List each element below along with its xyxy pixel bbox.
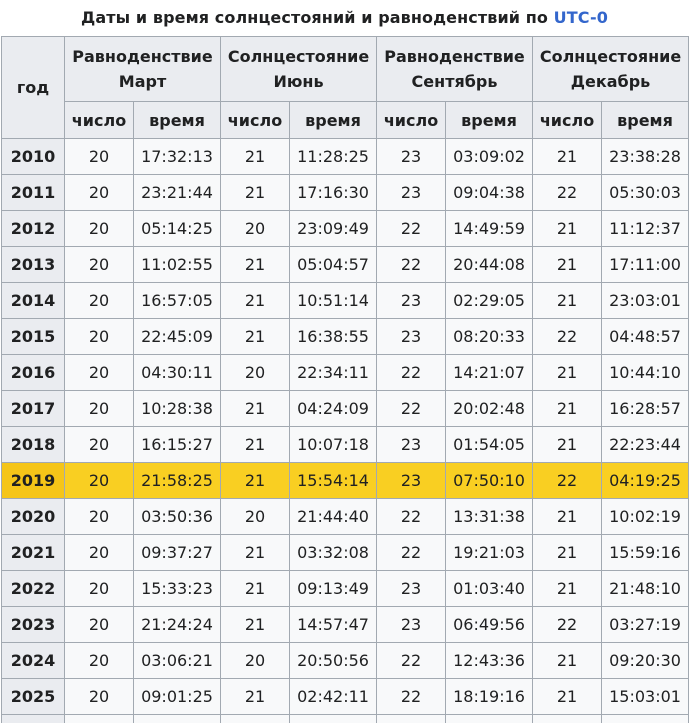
day-cell: 22 <box>377 211 446 247</box>
time-cell: 03:27:19 <box>602 607 689 643</box>
header-june-solstice <box>221 37 377 102</box>
table-body <box>2 139 689 723</box>
time-cell: 11:28:25 <box>290 139 377 175</box>
day-cell: 21 <box>533 139 602 175</box>
time-cell: 15:03:01 <box>602 679 689 715</box>
day-cell: 21 <box>221 391 290 427</box>
header-december-line1: Солнцестояние <box>540 47 681 66</box>
time-cell: 22:45:09 <box>134 319 221 355</box>
day-cell: 20 <box>65 499 134 535</box>
year-cell: 2014 <box>2 283 65 319</box>
time-cell: 16:57:05 <box>134 283 221 319</box>
day-cell: 21 <box>533 571 602 607</box>
time-cell: 14:57:47 <box>290 607 377 643</box>
table-row <box>2 211 689 247</box>
day-cell: 23 <box>377 175 446 211</box>
time-cell: 10:44:10 <box>602 355 689 391</box>
time-cell: 09:20:30 <box>602 643 689 679</box>
day-cell: 20 <box>65 643 134 679</box>
day-cell: 20 <box>65 607 134 643</box>
table-row <box>2 643 689 679</box>
day-cell: 21 <box>221 319 290 355</box>
time-cell: 05:04:57 <box>290 247 377 283</box>
header-march-line1: Равноденствие <box>72 47 212 66</box>
day-cell: 21 <box>533 211 602 247</box>
day-cell: 23 <box>377 283 446 319</box>
time-cell: 02:29:05 <box>446 283 533 319</box>
time-cell: 14:49:59 <box>446 211 533 247</box>
time-cell: 09:13:49 <box>290 571 377 607</box>
table-row <box>2 319 689 355</box>
time-cell: 08:20:33 <box>446 319 533 355</box>
day-cell: 20 <box>65 679 134 715</box>
time-cell: 09:01:25 <box>134 679 221 715</box>
table-row-highlighted <box>2 463 689 499</box>
year-cell: 2011 <box>2 175 65 211</box>
time-cell: 21:44:40 <box>290 499 377 535</box>
time-cell: 10:51:14 <box>290 283 377 319</box>
day-cell: 21 <box>533 643 602 679</box>
time-cell: 15:33:23 <box>134 571 221 607</box>
year-cell: 2022 <box>2 571 65 607</box>
subheader-time-2: время <box>446 102 533 139</box>
subheader-day-1: число <box>221 102 290 139</box>
day-cell: 22 <box>533 463 602 499</box>
day-cell: 21 <box>533 247 602 283</box>
time-cell: 21:48:10 <box>602 571 689 607</box>
year-cell: 2021 <box>2 535 65 571</box>
day-cell: 20 <box>221 355 290 391</box>
time-cell: 02:42:11 <box>290 679 377 715</box>
day-cell: 22 <box>533 175 602 211</box>
time-cell: 01:54:05 <box>446 427 533 463</box>
day-cell: 20 <box>65 247 134 283</box>
table-row <box>2 499 689 535</box>
table-row <box>2 139 689 175</box>
header-year: год <box>2 37 65 139</box>
time-cell: 17:16:30 <box>290 175 377 211</box>
table-row <box>2 427 689 463</box>
day-cell: 21 <box>221 607 290 643</box>
table-row <box>2 607 689 643</box>
day-cell: 22 <box>377 643 446 679</box>
time-cell: 07:50:10 <box>446 463 533 499</box>
time-cell: 05:14:25 <box>134 211 221 247</box>
day-cell: 21 <box>221 535 290 571</box>
time-cell: 16:15:27 <box>134 427 221 463</box>
day-cell: 21 <box>221 247 290 283</box>
day-cell: 21 <box>221 463 290 499</box>
year-cell: 2017 <box>2 391 65 427</box>
time-cell: 20:02:48 <box>446 391 533 427</box>
day-cell: 21 <box>221 139 290 175</box>
day-cell: 21 <box>533 499 602 535</box>
time-cell: 10:02:19 <box>602 499 689 535</box>
day-cell: 20 <box>65 139 134 175</box>
time-cell: 23:03:01 <box>602 283 689 319</box>
time-cell: 03:50:36 <box>134 499 221 535</box>
time-cell: 10:28:38 <box>134 391 221 427</box>
subheader-time-3: время <box>602 102 689 139</box>
header-june-line2: Июнь <box>273 72 323 91</box>
header-september-line1: Равноденствие <box>384 47 524 66</box>
day-cell: 20 <box>65 391 134 427</box>
time-cell: 16:28:57 <box>602 391 689 427</box>
day-cell: 20 <box>65 211 134 247</box>
day-cell: 21 <box>221 283 290 319</box>
time-cell: 05:30:03 <box>602 175 689 211</box>
table-row <box>2 247 689 283</box>
header-december-line2: Декабрь <box>571 72 651 91</box>
table-row <box>2 175 689 211</box>
day-cell: 21 <box>533 355 602 391</box>
time-cell: 20:44:08 <box>446 247 533 283</box>
header-june-line1: Солнцестояние <box>228 47 369 66</box>
time-cell: 12:43:36 <box>446 643 533 679</box>
day-cell: 23 <box>377 319 446 355</box>
subheader-row <box>2 102 689 139</box>
day-cell: 21 <box>533 283 602 319</box>
day-cell: 21 <box>221 571 290 607</box>
time-cell: 13:31:38 <box>446 499 533 535</box>
table-row <box>2 283 689 319</box>
time-cell: 11:12:37 <box>602 211 689 247</box>
time-cell: 11:02:55 <box>134 247 221 283</box>
day-cell: 20 <box>221 499 290 535</box>
table-caption <box>0 0 689 36</box>
time-cell: 23:21:44 <box>134 175 221 211</box>
time-cell: 01:03:40 <box>446 571 533 607</box>
time-cell: 09:04:38 <box>446 175 533 211</box>
year-cell: 2024 <box>2 643 65 679</box>
year-cell: 2018 <box>2 427 65 463</box>
subheader-day-3: число <box>533 102 602 139</box>
day-cell: 22 <box>377 679 446 715</box>
year-cell: 2016 <box>2 355 65 391</box>
time-cell: 22:23:44 <box>602 427 689 463</box>
day-cell: 21 <box>221 679 290 715</box>
subheader-time-1: время <box>290 102 377 139</box>
day-cell: 23 <box>377 463 446 499</box>
time-cell: 04:30:11 <box>134 355 221 391</box>
day-cell: 20 <box>65 175 134 211</box>
day-cell: 20 <box>221 643 290 679</box>
caption-text: Даты и время солнцестояний и равноденствий по <box>81 8 548 27</box>
solstice-equinox-table <box>1 36 689 723</box>
year-cell: 2010 <box>2 139 65 175</box>
time-cell: 20:50:56 <box>290 643 377 679</box>
time-cell: 19:21:03 <box>446 535 533 571</box>
day-cell: 22 <box>377 535 446 571</box>
day-cell: 22 <box>377 247 446 283</box>
day-cell: 20 <box>65 571 134 607</box>
table-row <box>2 535 689 571</box>
subheader-day-2: число <box>377 102 446 139</box>
year-cell: 2025 <box>2 679 65 715</box>
day-cell: 22 <box>533 319 602 355</box>
day-cell: 21 <box>221 427 290 463</box>
day-cell: 23 <box>377 139 446 175</box>
day-cell: 20 <box>221 211 290 247</box>
header-september-equinox <box>377 37 533 102</box>
day-cell: 22 <box>377 499 446 535</box>
year-cell: 2012 <box>2 211 65 247</box>
time-cell: 15:54:14 <box>290 463 377 499</box>
day-cell: 22 <box>533 607 602 643</box>
time-cell: 22:34:11 <box>290 355 377 391</box>
table-row <box>2 391 689 427</box>
header-march-equinox <box>65 37 221 102</box>
time-cell: 04:48:57 <box>602 319 689 355</box>
day-cell: 21 <box>533 391 602 427</box>
day-cell: 23 <box>377 607 446 643</box>
day-cell: 20 <box>65 535 134 571</box>
day-cell: 20 <box>65 319 134 355</box>
day-cell: 20 <box>65 355 134 391</box>
year-cell: 2019 <box>2 463 65 499</box>
time-cell: 15:59:16 <box>602 535 689 571</box>
day-cell: 20 <box>65 463 134 499</box>
time-cell: 17:11:00 <box>602 247 689 283</box>
time-cell: 21:24:24 <box>134 607 221 643</box>
day-cell: 21 <box>533 535 602 571</box>
year-cell: 2013 <box>2 247 65 283</box>
time-cell: 03:32:08 <box>290 535 377 571</box>
time-cell: 14:21:07 <box>446 355 533 391</box>
subheader-time-0: время <box>134 102 221 139</box>
time-cell: 23:38:28 <box>602 139 689 175</box>
year-cell: 2023 <box>2 607 65 643</box>
table-row <box>2 679 689 715</box>
day-cell: 20 <box>65 283 134 319</box>
time-cell: 16:38:55 <box>290 319 377 355</box>
year-cell: 2015 <box>2 319 65 355</box>
time-cell: 18:19:16 <box>446 679 533 715</box>
day-cell: 21 <box>533 679 602 715</box>
table-row <box>2 355 689 391</box>
day-cell: 23 <box>377 571 446 607</box>
utc-link[interactable]: UTC-0 <box>554 8 608 27</box>
time-cell: 04:24:09 <box>290 391 377 427</box>
day-cell: 20 <box>65 427 134 463</box>
header-september-line2: Сентябрь <box>412 72 498 91</box>
header-march-line2: Март <box>119 72 166 91</box>
day-cell: 22 <box>377 355 446 391</box>
time-cell: 06:49:56 <box>446 607 533 643</box>
time-cell: 04:19:25 <box>602 463 689 499</box>
time-cell: 03:06:21 <box>134 643 221 679</box>
time-cell: 09:37:27 <box>134 535 221 571</box>
header-december-solstice <box>533 37 689 102</box>
time-cell: 23:09:49 <box>290 211 377 247</box>
time-cell: 21:58:25 <box>134 463 221 499</box>
subheader-day-0: число <box>65 102 134 139</box>
time-cell: 17:32:13 <box>134 139 221 175</box>
time-cell: 03:09:02 <box>446 139 533 175</box>
day-cell: 21 <box>221 175 290 211</box>
day-cell: 22 <box>377 391 446 427</box>
time-cell: 10:07:18 <box>290 427 377 463</box>
table-row <box>2 571 689 607</box>
day-cell: 21 <box>533 427 602 463</box>
year-cell: 2020 <box>2 499 65 535</box>
day-cell: 23 <box>377 427 446 463</box>
